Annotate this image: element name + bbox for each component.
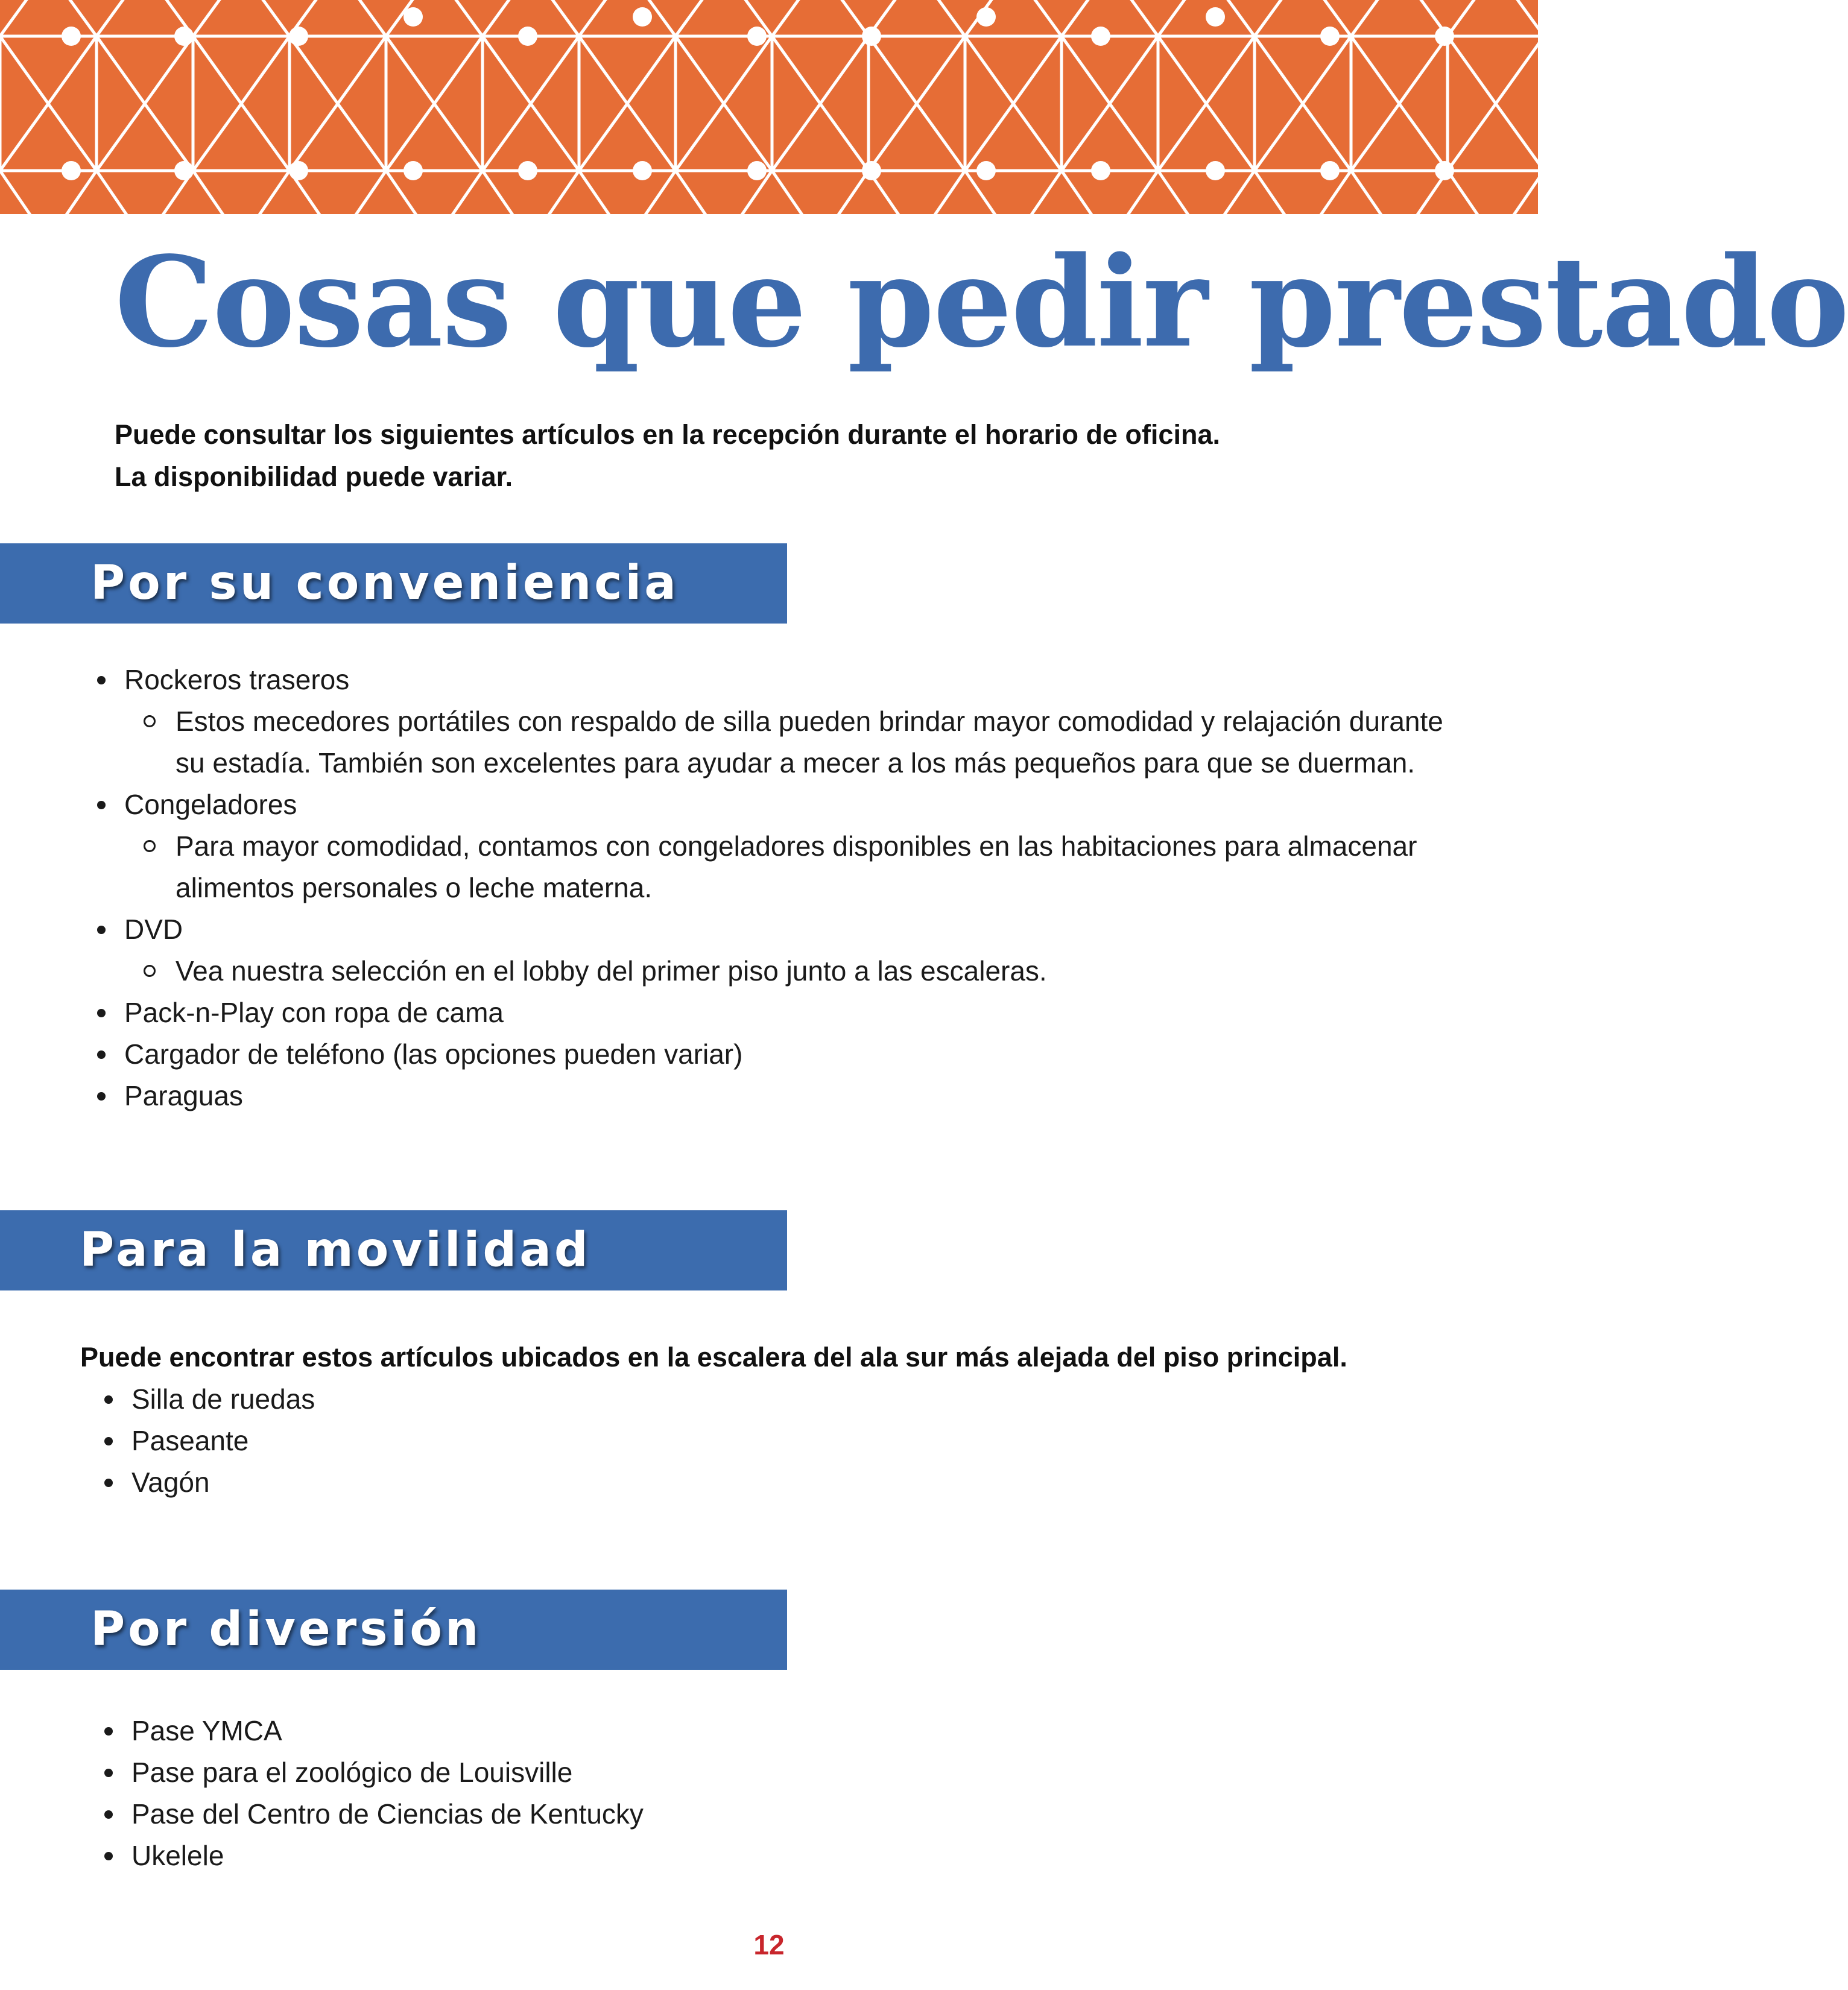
list-item bbox=[124, 659, 1448, 784]
list-item: Pase YMCA bbox=[131, 1710, 644, 1752]
sub-list bbox=[124, 826, 1448, 909]
section-header-mobility bbox=[0, 1210, 787, 1290]
list-item: Pase del Centro de Ciencias de Kentucky bbox=[131, 1793, 644, 1835]
sub-list bbox=[124, 701, 1448, 784]
section-heading: Por diversión bbox=[90, 1602, 482, 1657]
list-item: Pase para el zoológico de Louisville bbox=[131, 1752, 644, 1793]
page-number: 12 bbox=[753, 1929, 785, 1960]
sub-list-item bbox=[124, 826, 1448, 909]
list-item: Paraguas bbox=[124, 1075, 1448, 1117]
sub-list-item bbox=[124, 701, 1448, 784]
sub-list-item bbox=[124, 950, 1448, 992]
sub-list bbox=[124, 950, 1448, 992]
list-item: Silla de ruedas bbox=[131, 1379, 315, 1420]
sub-list-item-text: Estos mecedores portátiles con respaldo de silla pueden brindar mayor comodidad y relajación durante su estadía. También son excelentes para ayudar a mecer a los más pequeños para que se duerman. bbox=[176, 706, 1443, 779]
intro-line-2: La disponibilidad puede variar. bbox=[115, 461, 513, 492]
intro-text bbox=[115, 414, 1220, 498]
section-header-fun bbox=[0, 1590, 787, 1670]
convenience-list bbox=[124, 659, 1448, 1117]
list-item: Paseante bbox=[131, 1420, 315, 1462]
list-item: Vagón bbox=[131, 1462, 315, 1503]
list-item: Cargador de teléfono (las opciones pueden variar) bbox=[124, 1034, 1448, 1075]
sub-list-item-text: Vea nuestra selección en el lobby del primer piso junto a las escaleras. bbox=[176, 955, 1047, 987]
mobility-note: Puede encontrar estos artículos ubicados en la escalera del ala sur más alejada del piso principal. bbox=[80, 1342, 1347, 1372]
mobility-list bbox=[131, 1379, 315, 1503]
sub-list-item-text: Para mayor comodidad, contamos con congeladores disponibles en las habitaciones para almacenar alimentos personales o leche materna. bbox=[176, 830, 1417, 903]
decorative-pattern-banner bbox=[0, 0, 1538, 214]
section-heading: Por su conveniencia bbox=[90, 556, 679, 610]
list-item-label: DVD bbox=[124, 914, 183, 945]
list-item-label: Rockeros traseros bbox=[124, 664, 350, 695]
section-heading: Para la movilidad bbox=[80, 1223, 591, 1277]
section-header-convenience bbox=[0, 543, 787, 624]
fun-list bbox=[131, 1710, 644, 1877]
list-item: Pack-n-Play con ropa de cama bbox=[124, 992, 1448, 1034]
list-item: Ukelele bbox=[131, 1835, 644, 1877]
list-item bbox=[124, 909, 1448, 992]
list-item bbox=[124, 784, 1448, 909]
intro-line-1: Puede consultar los siguientes artículos en la recepción durante el horario de oficina. bbox=[115, 419, 1220, 450]
list-item-label: Congeladores bbox=[124, 789, 297, 820]
page-title: Cosas que pedir prestado bbox=[115, 229, 1848, 375]
